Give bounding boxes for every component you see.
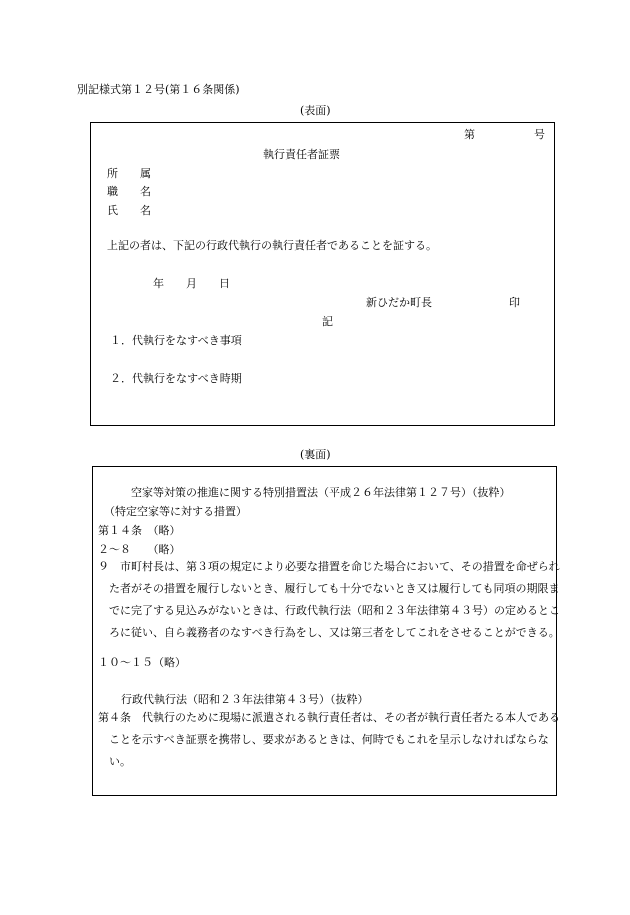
- date-year: 年: [153, 277, 164, 290]
- field-affiliation: 所 属: [107, 167, 151, 180]
- law1-subhead: （特定空家等に対する措置）: [104, 505, 247, 518]
- article-4: 第４条 代執行のために現場に派遣される執行責任者は、その者が執行責任者たる本人であることを示すべき証票を携帯し、要求があるときは、何時でもこれを呈示しなければならない。: [98, 711, 560, 768]
- law1-title: 空家等対策の推進に関する特別措置法（平成２６年法律第１２７号）（抜粋）: [131, 486, 511, 499]
- certificate-title: 執行責任者証票: [263, 148, 340, 161]
- article-14: 第１４条 （略）: [98, 524, 181, 537]
- date-month: 月: [186, 277, 197, 290]
- ki-heading: 記: [322, 315, 333, 328]
- certify-text: 上記の者は、下記の行政代執行の執行責任者であることを証する。: [107, 239, 437, 252]
- field-name: 氏 名: [107, 204, 151, 217]
- number-suffix: 号: [534, 128, 545, 141]
- form-label: 別記様式第１２号(第１６条関係): [77, 83, 240, 96]
- item-timing: ２．代執行をなすべき時期: [110, 372, 242, 385]
- field-position: 職 名: [107, 185, 151, 198]
- items-2-8: ２～８ （略）: [98, 543, 181, 556]
- law2-title: 行政代執行法（昭和２３年法律第４３号）（抜粋）: [121, 693, 369, 706]
- item-matter: １．代執行をなすべき事項: [110, 334, 242, 347]
- seal-mark: 印: [509, 296, 520, 309]
- front-side-label: (表面): [300, 104, 331, 117]
- back-side-label: (裏面): [300, 448, 331, 461]
- issuer: 新ひだか町長: [366, 296, 432, 309]
- number-prefix: 第: [464, 128, 475, 141]
- items-10-15: １０～１５（略）: [98, 656, 186, 669]
- item-9: ９ 市町村長は、第３項の規定により必要な措置を命じた場合において、その措置を命ぜられた者がその措置を履行しないとき、履行しても十分でないとき又は履行しても同項の期限までに完了する見込みがないときは、行政代執行法（昭和２３年法律第４３号）の定めるところに従い、自ら義務者のなすべき行為をし、又は第三者をしてこれをさせることができる。: [98, 560, 560, 639]
- date-day: 日: [219, 277, 230, 290]
